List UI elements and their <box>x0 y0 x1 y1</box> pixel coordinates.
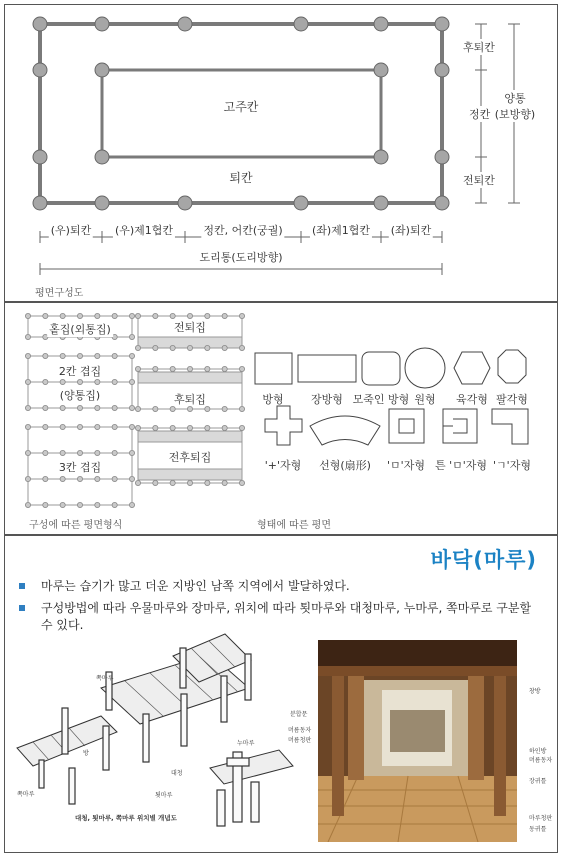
column-post <box>33 196 47 210</box>
plan-item-6: 후퇴집 <box>174 393 206 406</box>
small-post <box>60 353 65 358</box>
small-post <box>153 406 158 411</box>
column-post <box>33 17 47 31</box>
shape-label-9: 'ㅁ'자형 <box>387 459 425 472</box>
shape-label-2: 장방형 <box>311 393 343 406</box>
small-post <box>170 366 175 371</box>
small-post <box>205 366 210 371</box>
small-post <box>60 313 65 318</box>
shape-label-5: 육각형 <box>456 393 488 406</box>
drawing-label-5: 툇마루 <box>155 792 173 799</box>
drawing-label-4: 대청 <box>171 770 183 777</box>
small-post <box>170 425 175 430</box>
small-post <box>135 425 140 430</box>
small-post <box>129 353 134 358</box>
drawing-label-6: 쪽마루 <box>17 791 35 798</box>
maru-photo <box>318 640 517 842</box>
column-post <box>374 17 388 31</box>
small-post <box>222 480 227 485</box>
small-post <box>135 480 140 485</box>
shape-label-11: 'ㄱ'자형 <box>493 459 531 472</box>
small-post <box>239 406 244 411</box>
bottom-label-2: (우)제1협칸 <box>114 224 174 237</box>
column-post <box>435 17 449 31</box>
small-post <box>25 450 30 455</box>
small-post <box>153 366 158 371</box>
small-post <box>77 476 82 481</box>
column-post <box>33 63 47 77</box>
small-post <box>95 313 100 318</box>
small-post <box>60 379 65 384</box>
maru-title: 바닥(마루) <box>430 548 537 572</box>
small-post <box>95 450 100 455</box>
small-post <box>43 476 48 481</box>
small-post <box>25 424 30 429</box>
bottom-label-4: (좌)제1협칸 <box>311 224 371 237</box>
plan-types-panel <box>4 302 558 535</box>
drawing-caption: 대청, 툇마루, 쪽마루 위치별 개념도 <box>75 814 177 822</box>
column-post <box>294 17 308 31</box>
small-post <box>129 424 134 429</box>
small-post <box>187 480 192 485</box>
shape-label-4: 원형 <box>414 393 436 406</box>
small-post <box>77 313 82 318</box>
shapes-caption: 형태에 따른 평면 <box>257 520 331 531</box>
small-post <box>95 405 100 410</box>
small-post <box>25 334 30 339</box>
bottom-total: 도리통(도리방향) <box>199 251 283 264</box>
small-post <box>60 476 65 481</box>
small-post <box>129 379 134 384</box>
column-post <box>435 150 449 164</box>
small-post <box>25 313 30 318</box>
small-post <box>153 313 158 318</box>
small-post <box>187 425 192 430</box>
right-total-1: 양통 <box>504 92 526 105</box>
small-post <box>112 353 117 358</box>
small-post <box>77 353 82 358</box>
plan-types-diagram <box>5 303 559 536</box>
small-post <box>43 353 48 358</box>
small-post <box>187 345 192 350</box>
small-post <box>187 366 192 371</box>
small-post <box>25 405 30 410</box>
small-post <box>205 406 210 411</box>
small-post <box>112 450 117 455</box>
small-post <box>77 424 82 429</box>
small-post <box>112 405 117 410</box>
maru-panel <box>4 535 558 853</box>
plan-item-3: (양통집) <box>59 389 101 402</box>
outer-label: 퇴칸 <box>229 171 253 185</box>
small-post <box>239 480 244 485</box>
column-post <box>178 196 192 210</box>
small-post <box>60 502 65 507</box>
photo-label-right-5: 마루청판 <box>529 815 553 822</box>
column-post <box>374 150 388 164</box>
column-post <box>178 17 192 31</box>
small-post <box>153 425 158 430</box>
small-post <box>112 476 117 481</box>
small-post <box>95 476 100 481</box>
photo-label-left-3: 머름청판 <box>288 737 312 744</box>
small-post <box>170 313 175 318</box>
right-label-front: 전퇴칸 <box>463 174 495 187</box>
small-post <box>95 353 100 358</box>
small-post <box>239 345 244 350</box>
column-post <box>374 63 388 77</box>
photo-label-right-3: 머름동자 <box>529 757 553 764</box>
small-post <box>135 313 140 318</box>
column-post <box>95 196 109 210</box>
plan-item-7: 전후퇴집 <box>168 451 212 464</box>
small-post <box>77 502 82 507</box>
small-post <box>205 425 210 430</box>
small-post <box>222 345 227 350</box>
shape-label-3: 모죽인 방형 <box>352 393 410 406</box>
small-post <box>170 406 175 411</box>
column-post <box>374 196 388 210</box>
right-label-center: 정칸 <box>469 108 491 121</box>
column-post <box>435 196 449 210</box>
photo-label-right-1: 창방 <box>529 688 541 695</box>
bottom-label-3: 정칸, 어칸(궁궐) <box>203 224 283 237</box>
drawing-label-3: 방 <box>83 750 89 757</box>
photo-label-left-1: 분합문 <box>290 711 308 718</box>
small-post <box>25 379 30 384</box>
shape-label-1: 방형 <box>262 393 284 406</box>
small-post <box>112 424 117 429</box>
plan-item-2: 2칸 겹집 <box>58 365 102 378</box>
small-post <box>60 405 65 410</box>
center-label: 고주칸 <box>223 100 259 114</box>
small-post <box>239 366 244 371</box>
column-post <box>294 196 308 210</box>
small-post <box>95 502 100 507</box>
small-post <box>135 366 140 371</box>
shape-label-8: 선형(扇形) <box>319 459 371 472</box>
small-post <box>112 313 117 318</box>
column-post <box>95 63 109 77</box>
small-post <box>77 450 82 455</box>
small-post <box>95 379 100 384</box>
small-post <box>129 476 134 481</box>
small-post <box>43 450 48 455</box>
small-post <box>129 405 134 410</box>
small-post <box>25 502 30 507</box>
small-post <box>135 406 140 411</box>
small-post <box>170 345 175 350</box>
small-post <box>205 345 210 350</box>
small-post <box>129 313 134 318</box>
shape-label-7: '+'자형 <box>264 459 302 472</box>
small-post <box>135 345 140 350</box>
small-post <box>239 313 244 318</box>
photo-label-right-4: 장귀틀 <box>529 778 547 785</box>
bullet-text: 구성방법에 따라 우물마루와 장마루, 위치에 따라 툇마루와 대청마루, 누마루, 쪽마루로 구분할 수 있다. <box>41 601 532 632</box>
floor-plan-panel <box>4 4 558 302</box>
small-post <box>129 450 134 455</box>
photo-label-left-2: 머름동자 <box>288 727 312 734</box>
small-post <box>205 313 210 318</box>
composition-caption: 구성에 따른 평면형식 <box>29 520 123 531</box>
small-post <box>129 334 134 339</box>
small-post <box>43 502 48 507</box>
small-post <box>95 424 100 429</box>
small-post <box>129 502 134 507</box>
small-post <box>153 345 158 350</box>
column-post <box>33 150 47 164</box>
small-post <box>43 313 48 318</box>
photo-label-right-2: 하인방 <box>529 748 547 755</box>
small-post <box>25 476 30 481</box>
small-post <box>112 502 117 507</box>
photo-label-right-6: 동귀틀 <box>529 826 547 833</box>
column-post <box>95 17 109 31</box>
drawing-label-1: 쪽마루 <box>96 675 114 682</box>
right-label-rear: 후퇴칸 <box>463 41 495 54</box>
small-post <box>205 480 210 485</box>
small-post <box>222 313 227 318</box>
right-total-2: (보방향) <box>494 108 536 121</box>
floor-plan-caption: 평면구성도 <box>35 288 84 299</box>
small-post <box>187 313 192 318</box>
plan-item-5: 전퇴집 <box>174 321 206 334</box>
small-post <box>222 425 227 430</box>
small-post <box>60 424 65 429</box>
small-post <box>112 379 117 384</box>
shape-label-10: 튼 'ㅁ'자형 <box>434 459 488 472</box>
column-post <box>435 63 449 77</box>
small-post <box>60 450 65 455</box>
small-post <box>77 379 82 384</box>
plan-item-4: 3칸 겹집 <box>58 461 102 474</box>
small-post <box>43 405 48 410</box>
bottom-label-1: (우)퇴칸 <box>50 224 92 237</box>
small-post <box>239 425 244 430</box>
column-post <box>95 150 109 164</box>
small-post <box>187 406 192 411</box>
small-post <box>222 366 227 371</box>
small-post <box>77 405 82 410</box>
small-post <box>43 424 48 429</box>
bullet-text: 마루는 습기가 많고 더운 지방인 남쪽 지역에서 발달하였다. <box>41 579 350 593</box>
shape-label-6: 팔각형 <box>496 393 528 406</box>
small-post <box>43 379 48 384</box>
bottom-label-5: (좌)퇴칸 <box>390 224 432 237</box>
small-post <box>153 480 158 485</box>
small-post <box>222 406 227 411</box>
plan-item-1: 홑집(외통집) <box>49 323 111 336</box>
drawing-label-2: 누마루 <box>237 740 255 747</box>
maru-photo-art <box>318 640 517 842</box>
small-post <box>25 353 30 358</box>
small-post <box>170 480 175 485</box>
